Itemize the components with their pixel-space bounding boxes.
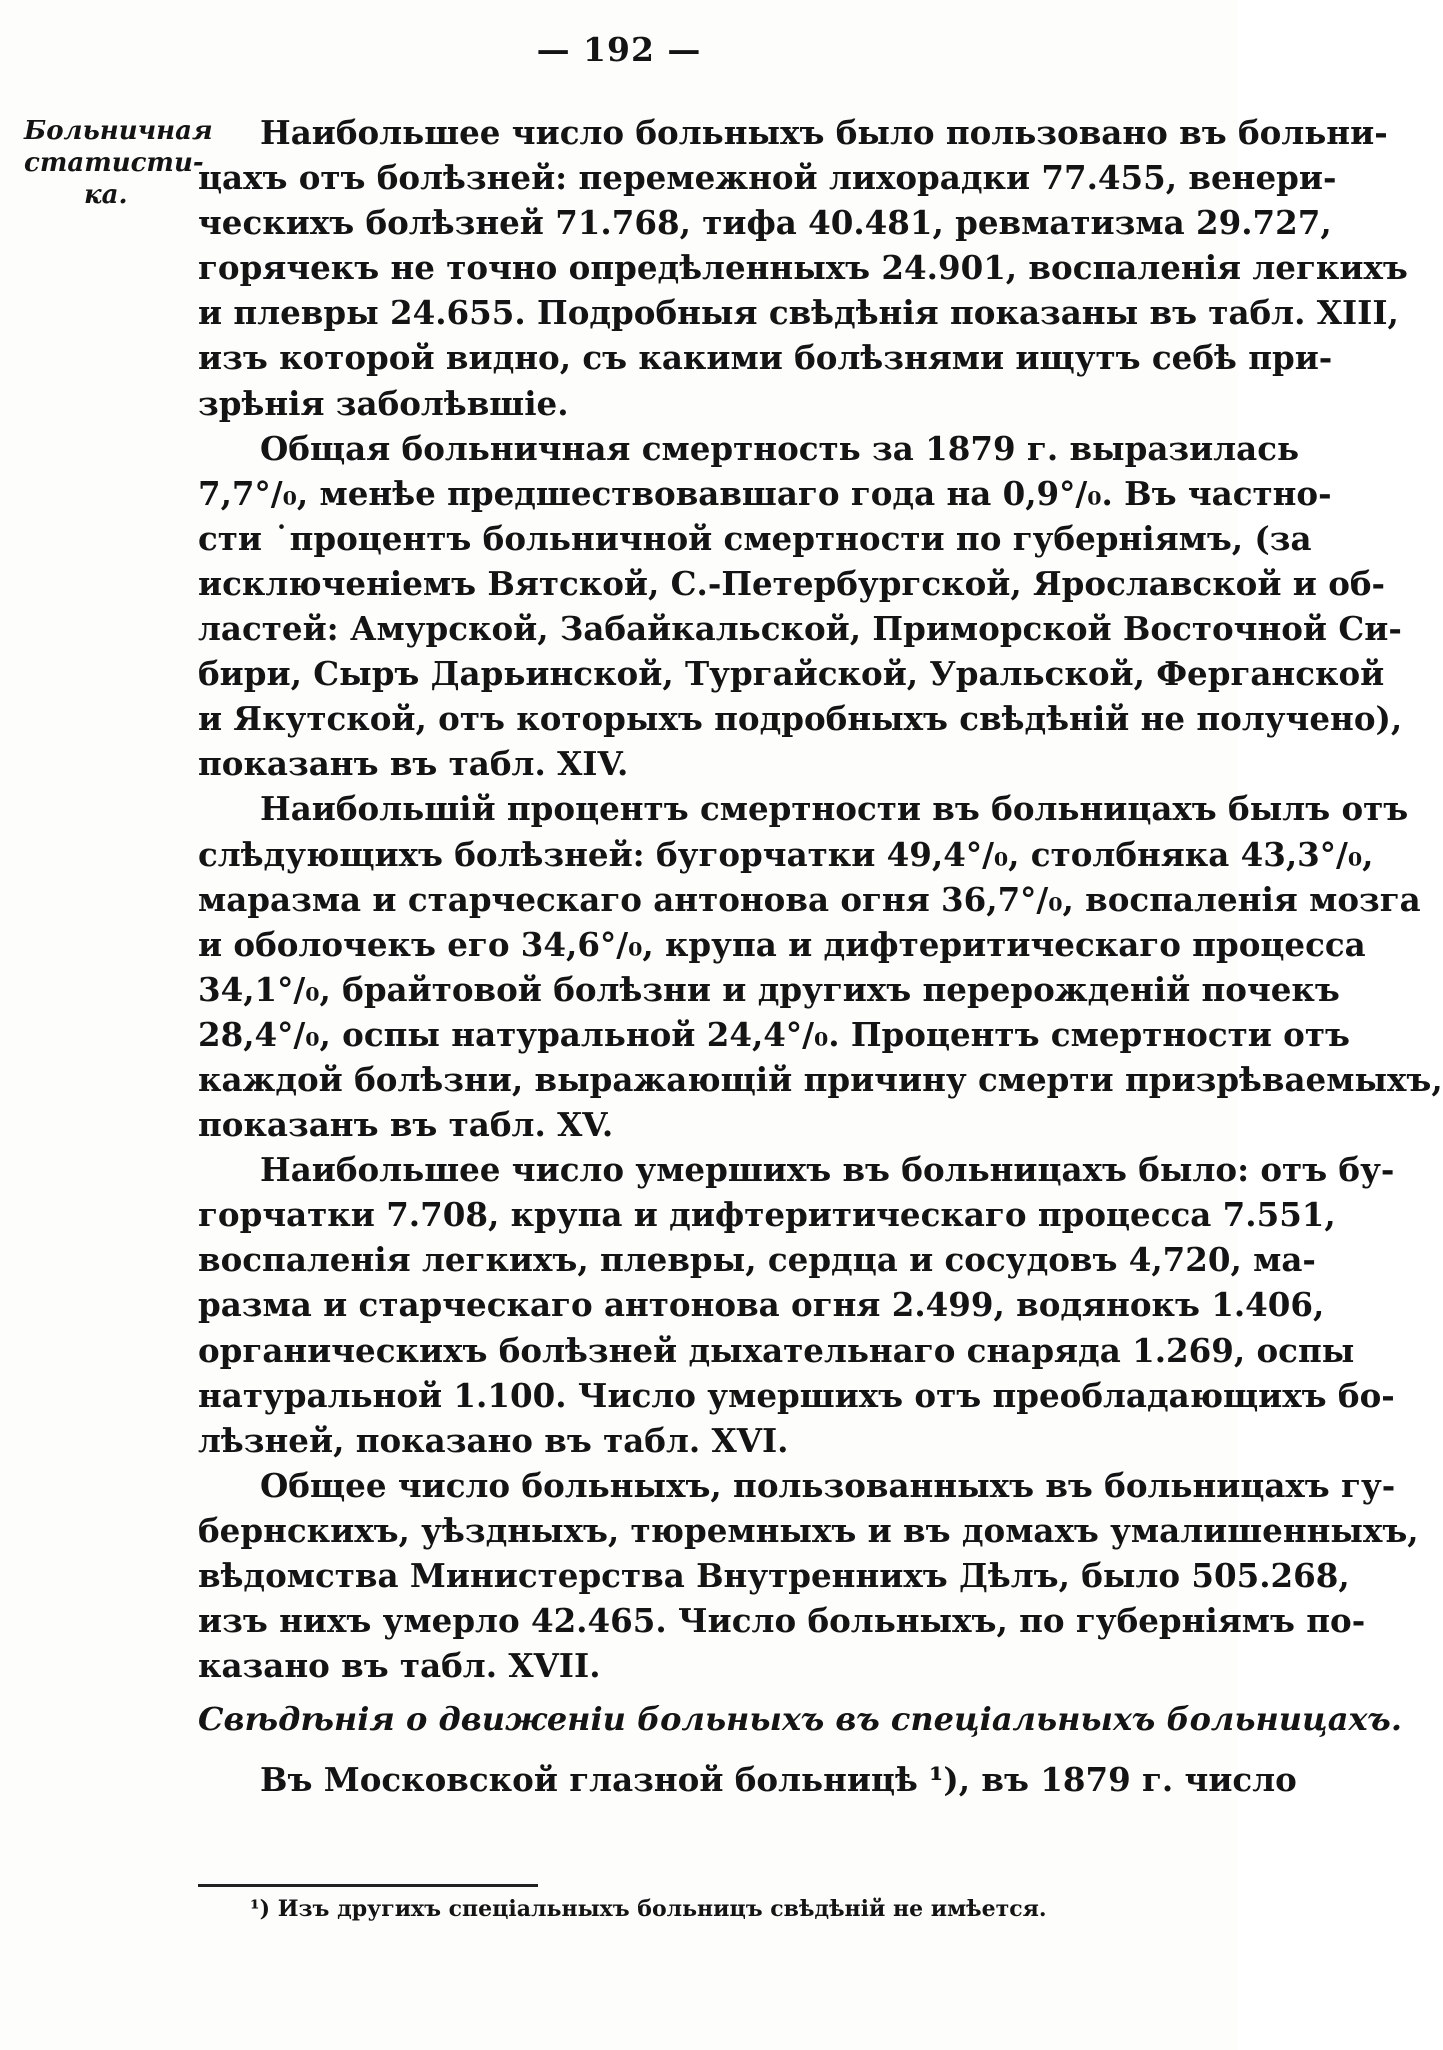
text-line: цахъ отъ болѣзней: перемежной лихорадки 77.455, венери- bbox=[198, 158, 1337, 198]
text-line: бернскихъ, уѣздныхъ, тюремныхъ и въ домахъ умалишенныхъ, bbox=[198, 1510, 1419, 1550]
margin-note-line: ка. bbox=[84, 180, 128, 210]
text-line: горячекъ не точно опредѣленныхъ 24.901, воспаленія легкихъ bbox=[198, 248, 1408, 288]
text-line: вѣдомства Министерства Внутреннихъ Дѣлъ, было 505.268, bbox=[198, 1556, 1350, 1595]
text-line: изъ нихъ умерло 42.465. Число больныхъ, по губерніямъ по- bbox=[198, 1601, 1366, 1641]
body-text bbox=[198, 110, 1443, 1688]
paragraph bbox=[198, 1463, 1419, 1688]
paragraph bbox=[198, 426, 1403, 787]
footnote-marker: ¹) bbox=[250, 1896, 271, 1922]
text-line: Наибольшее число умершихъ въ больницахъ было: отъ бу- bbox=[260, 1150, 1395, 1190]
text-line: показанъ въ табл. XIV. bbox=[198, 744, 629, 784]
text-line: Въ Московской глазной больницѣ ¹), въ 1879 г. число bbox=[260, 1760, 1297, 1799]
text-line: Наибольшее число больныхъ было пользовано въ больни- bbox=[260, 113, 1388, 152]
text-line: Общее число больныхъ, пользованныхъ въ больницахъ гу- bbox=[260, 1465, 1396, 1505]
text-line: слѣдующихъ болѣзней: бугорчатки 49,4°/₀, столбняка 43,3°/₀, bbox=[198, 834, 1374, 874]
footnote-text: Изъ другихъ спеціальныхъ больницъ свѣдѣній не имѣется. bbox=[277, 1896, 1047, 1922]
paragraph bbox=[198, 1147, 1395, 1463]
margin-note bbox=[24, 115, 213, 211]
footnote bbox=[250, 1896, 1047, 1922]
text-line: ческихъ болѣзней 71.768, тифа 40.481, ревматизма 29.727, bbox=[198, 203, 1332, 243]
text-line: показанъ въ табл. XV. bbox=[198, 1105, 614, 1145]
text-line: ластей: Амурской, Забайкальской, Приморской Восточной Си- bbox=[198, 609, 1402, 649]
text-line: каждой болѣзни, выражающій причину смерти призрѣваемыхъ, bbox=[198, 1059, 1443, 1099]
text-line: 34,1°/₀, брайтовой болѣзни и другихъ перерожденій почекъ bbox=[198, 969, 1340, 1009]
text-line: казано въ табл. XVII. bbox=[198, 1646, 601, 1686]
footnote-divider bbox=[198, 1884, 538, 1887]
page-number: — 192 — bbox=[536, 30, 702, 69]
margin-note-line: статисти- bbox=[24, 148, 204, 178]
text-line: исключеніемъ Вятской, С.-Петербургской, Ярославской и об- bbox=[198, 563, 1386, 603]
section-heading: Свѣдѣнія о движеніи больныхъ въ спеціальныхъ больницахъ. bbox=[198, 1700, 1402, 1738]
text-line: органическихъ болѣзней дыхательнаго снаряда 1.269, оспы bbox=[198, 1330, 1355, 1370]
text-line: воспаленія легкихъ, плевры, сердца и сосудовъ 4,720, ма- bbox=[198, 1240, 1316, 1280]
text-line: и плевры 24.655. Подробныя свѣдѣнія показаны въ табл. XIII, bbox=[198, 293, 1399, 333]
text-line: лѣзней, показано въ табл. XVI. bbox=[198, 1420, 789, 1460]
text-line: зрѣнія заболѣвшіе. bbox=[198, 383, 569, 423]
paragraph bbox=[198, 110, 1408, 426]
text-line: натуральной 1.100. Число умершихъ отъ преобладающихъ бо- bbox=[198, 1375, 1395, 1415]
text-line: горчатки 7.708, крупа и дифтеритическаго процесса 7.551, bbox=[198, 1195, 1336, 1235]
text-line: сти ˙процентъ больничной смертности по губерніямъ, (за bbox=[198, 518, 1312, 558]
text-line: Наибольшій процентъ смертности въ больницахъ былъ отъ bbox=[260, 789, 1409, 829]
text-line: Общая больничная смертность за 1879 г. выразилась bbox=[260, 428, 1300, 468]
text-line: 28,4°/₀, оспы натуральной 24,4°/₀. Процентъ смертности отъ bbox=[198, 1014, 1350, 1054]
text-line: 7,7°/₀, менѣе предшествовавшаго года на 0,9°/₀. Въ частно- bbox=[198, 473, 1332, 513]
text-line: маразма и старческаго антонова огня 36,7°/₀, воспаленія мозга bbox=[198, 879, 1421, 919]
text-line: и Якутской, отъ которыхъ подробныхъ свѣдѣній не получено), bbox=[198, 699, 1403, 739]
text-line: изъ которой видно, съ какими болѣзнями ищутъ себѣ при- bbox=[198, 338, 1333, 378]
text-line: и оболочекъ его 34,6°/₀, крупа и дифтеритическаго процесса bbox=[198, 924, 1366, 964]
margin-note-line: Больничная bbox=[24, 116, 213, 146]
paragraph bbox=[198, 786, 1443, 1147]
text-line: разма и старческаго антонова огня 2.499, водянокъ 1.406, bbox=[198, 1285, 1325, 1325]
text-line: бири, Сыръ Дарьинской, Тургайской, Уральской, Ферганской bbox=[198, 654, 1385, 694]
